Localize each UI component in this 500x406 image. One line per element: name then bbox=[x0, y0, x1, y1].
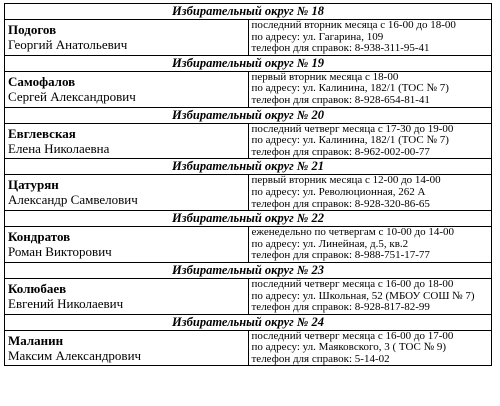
deputy-row bbox=[5, 175, 492, 211]
deputy-row bbox=[5, 227, 492, 263]
deputy-surname: Цатурян bbox=[8, 177, 59, 193]
deputy-row bbox=[5, 71, 492, 107]
deputy-name-cell bbox=[5, 123, 249, 159]
district-header-row bbox=[5, 159, 492, 175]
reception-phone: телефон для справок: 8-988-751-17-77 bbox=[251, 249, 430, 262]
deputy-surname: Самофалов bbox=[8, 73, 76, 89]
deputy-name-cell bbox=[5, 330, 249, 366]
reception-info-cell bbox=[248, 123, 492, 159]
deputy-surname: Маланин bbox=[8, 332, 64, 348]
reception-address: по адресу: ул. Гагарина, 109 bbox=[251, 30, 384, 43]
reception-info-cell bbox=[248, 278, 492, 314]
district-title: Избирательный округ № 19 bbox=[5, 55, 492, 71]
districts-table bbox=[4, 3, 492, 366]
district-title: Избирательный округ № 23 bbox=[5, 262, 492, 278]
district-title: Избирательный округ № 20 bbox=[5, 107, 492, 123]
reception-schedule: еженедельно по четвергам с 10-00 до 14-00 bbox=[251, 226, 454, 239]
reception-phone: телефон для справок: 5-14-02 bbox=[251, 352, 390, 365]
deputy-first-patronymic: Елена Николаевна bbox=[8, 140, 110, 156]
reception-phone: телефон для справок: 8-928-320-86-65 bbox=[251, 197, 430, 210]
reception-schedule: последний четверг месяца с 17-30 до 19-00 bbox=[251, 122, 454, 135]
district-header-row bbox=[5, 314, 492, 330]
district-title: Избирательный округ № 18 bbox=[5, 4, 492, 20]
districts-table-container bbox=[4, 3, 492, 366]
deputy-first-patronymic: Сергей Александрович bbox=[8, 88, 136, 104]
reception-phone: телефон для справок: 8-928-817-82-99 bbox=[251, 301, 430, 314]
district-title: Избирательный округ № 22 bbox=[5, 211, 492, 227]
deputy-name-cell bbox=[5, 227, 249, 263]
reception-address: по адресу: ул. Калинина, 182/1 (ТОС № 7) bbox=[251, 134, 449, 147]
deputy-first-patronymic: Евгений Николаевич bbox=[8, 295, 124, 311]
reception-info-cell bbox=[248, 71, 492, 107]
district-header-row bbox=[5, 211, 492, 227]
reception-address: по адресу: ул. Революционная, 262 А bbox=[251, 185, 426, 198]
reception-schedule: последний вторник месяца с 16-00 до 18-00 bbox=[251, 19, 456, 31]
deputy-name-cell bbox=[5, 20, 249, 56]
deputy-surname: Кондратов bbox=[8, 229, 71, 245]
deputy-surname: Евглевская bbox=[8, 125, 76, 141]
reception-phone: телефон для справок: 8-938-311-95-41 bbox=[251, 42, 430, 55]
reception-schedule: первый вторник месяца с 18-00 bbox=[251, 70, 399, 83]
reception-schedule: первый вторник месяца с 12-00 до 14-00 bbox=[251, 174, 441, 187]
district-title: Избирательный округ № 21 bbox=[5, 159, 492, 175]
deputy-first-patronymic: Роман Викторович bbox=[8, 244, 112, 260]
deputy-name-cell bbox=[5, 71, 249, 107]
deputy-first-patronymic: Александр Самвелович bbox=[8, 192, 138, 208]
deputy-name-cell bbox=[5, 175, 249, 211]
reception-info-cell bbox=[248, 175, 492, 211]
reception-schedule: последний четверг месяца с 16-00 до 18-00 bbox=[251, 277, 454, 290]
reception-info-cell bbox=[248, 20, 492, 56]
reception-phone: телефон для справок: 8-962-002-00-77 bbox=[251, 145, 430, 158]
deputy-row bbox=[5, 20, 492, 56]
reception-address: по адресу: ул. Маяковского, 3 ( ТОС № 9) bbox=[251, 341, 447, 354]
reception-phone: телефон для справок: 8-928-654-81-41 bbox=[251, 93, 430, 106]
deputy-first-patronymic: Георгий Анатольевич bbox=[8, 37, 128, 52]
district-header-row bbox=[5, 55, 492, 71]
deputy-row bbox=[5, 123, 492, 159]
district-header-row bbox=[5, 4, 492, 20]
district-header-row bbox=[5, 262, 492, 278]
deputy-row bbox=[5, 330, 492, 366]
district-title: Избирательный округ № 24 bbox=[5, 314, 492, 330]
reception-address: по адресу: ул. Линейная, д.5, кв.2 bbox=[251, 237, 409, 250]
reception-info-cell bbox=[248, 227, 492, 263]
reception-address: по адресу: ул. Калинина, 182/1 (ТОС № 7) bbox=[251, 82, 449, 95]
reception-address: по адресу: ул. Школьная, 52 (МБОУ СОШ № 7) bbox=[251, 289, 475, 302]
reception-info-cell bbox=[248, 330, 492, 366]
deputy-first-patronymic: Максим Александрович bbox=[8, 347, 142, 363]
deputy-name-cell bbox=[5, 278, 249, 314]
district-header-row bbox=[5, 107, 492, 123]
deputy-row bbox=[5, 278, 492, 314]
districts-table-body bbox=[5, 4, 492, 366]
deputy-surname: Колюбаев bbox=[8, 280, 67, 296]
reception-schedule: последний четверг месяца с 16-00 до 17-00 bbox=[251, 329, 454, 342]
deputy-surname: Подогов bbox=[8, 22, 57, 37]
